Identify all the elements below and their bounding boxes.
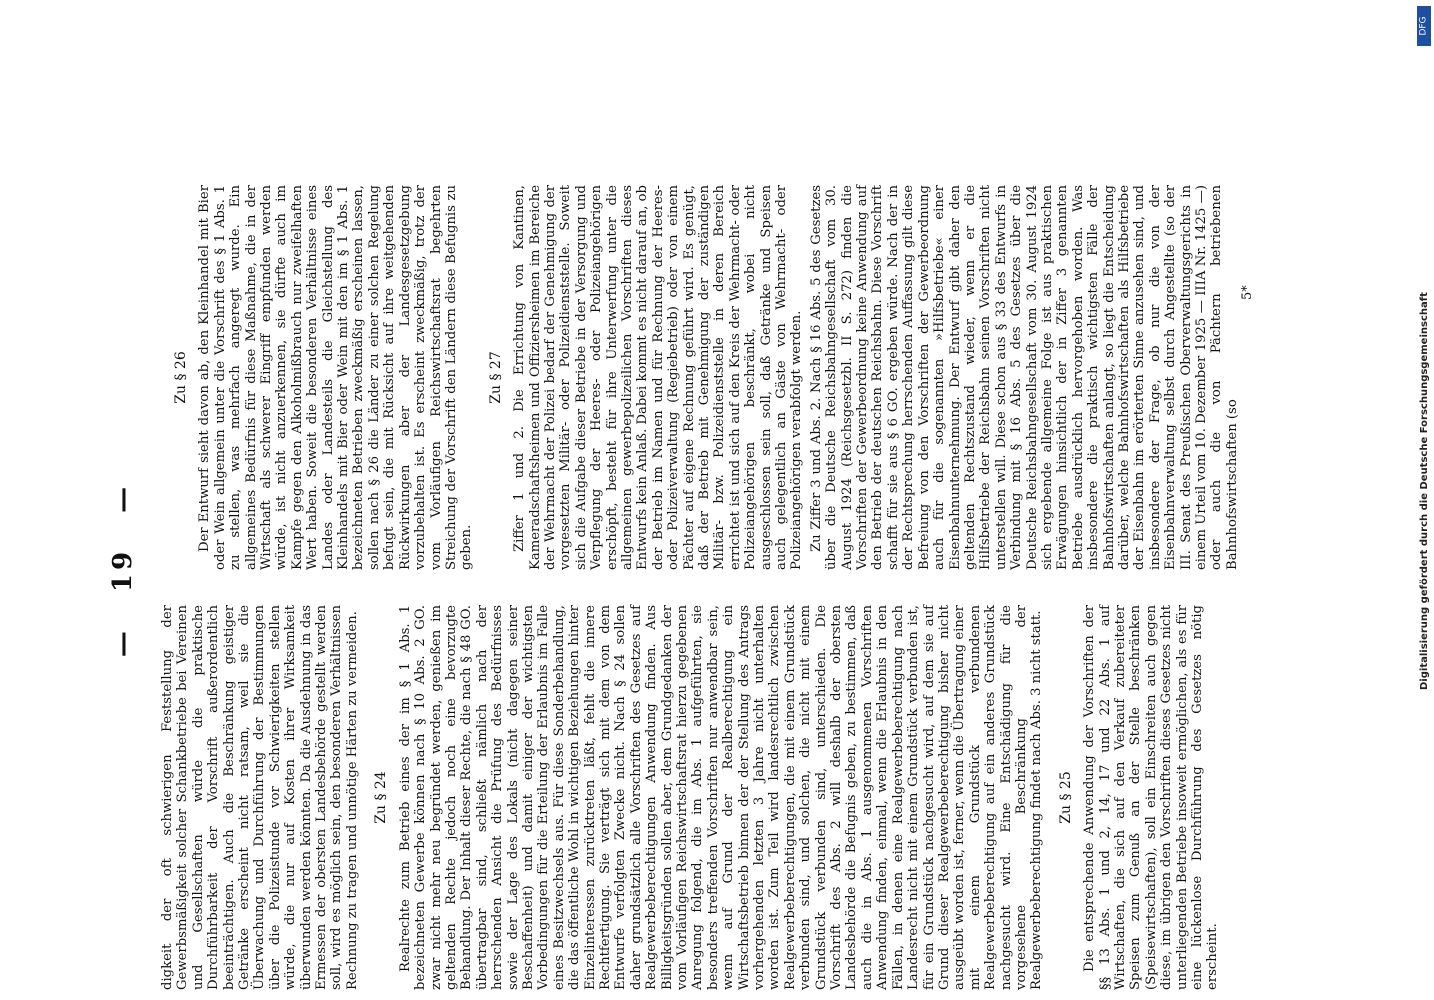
paragraph: Realrechte zum Betrieb eines der im § 1 Abs. 1 bezeichneten Gewerbe können nach § 10 Abs. 2 GO. zwar nicht mehr neu begründet werden, genießen im geltenden Rechte jedoch noch eine bevorzugte Behandlung. Der Inhalt dieser Rechte, die nach § 48 GO. übertragbar sind, schließt nämlich nach der herrschenden Ansicht die Prüfung des Bedürfnisses sowie der Lage des Lokals (nicht dagegen seiner Beschaffenheit) und damit einiger der wichtigsten Vorbedingungen für die Erteilung der Erlaubnis im Falle eines Besitzwechsels aus. Für diese Sonderbehandlung, die das öffentliche Wohl in wichtigen Beziehungen hinter Einzelinteressen zurücktreten läßt, fehlt die innere Rechtfertigung. Sie verträgt sich mit dem von dem Entwurfe verfolgten Zwecke nicht. Nach § 24 sollen daher grundsätzlich alle Vorschriften des Gesetzes auf Realgewerbeberechtigungen Anwendung finden. Aus Billigkeitsgründen sollen aber, dem Grundgedanken der vom Vorläufigen Reichswirtschaftsrat hierzu gegebenen Anregung folgend, die im Abs. 1 aufgeführten, sie besonders treffenden Vorschriften nur anwendbar sein, wenn auf Grund der Realberechtigung ein Wirtschaftsbetrieb binnen der der Stellung des Antrags vorhergehenden letzten 3 Jahre nicht unterhalten worden ist. Zum Teil wird landesrechtlich zwischen Realgewerbeberechtigungen, die mit einem Grundstück verbunden sind, und solchen, die nicht mit einem Grundstück verbunden sind, unterschieden. Die Vorschrift des Abs. 2 will deshalb der obersten Landesbehörde die Befugnis geben, zu bestimmen, daß auch die in Abs. 1 ausgenommenen Vorschriften Anwendung finden, einmal, wenn die Erlaubnis in den Fällen, in denen eine Realgewerbeberechtigung nach Landesrecht nicht mit einem Grundstück verbunden ist, für ein Grundstück nachgesucht wird, auf dem sie auf Grund dieser Realgewerbeberechtigung bisher nicht ausgeübt worden ist, ferner, wenn die Übertragung einer mit einem Grundstück verbundenen Realgewerbeberechtigung auf ein anderes Grundstück nachgesucht wird. Eine Entschädigung für die vorgesehene Beschränkung der Realgewerbeberechtigung findet nach Abs. 3 nicht statt.	[397, 605, 1045, 990]
paragraph: digkeit der oft schwierigen Feststellung der Gewerbsmäßigkeit solcher Schankbetriebe bei Vereinen und Gesellschaften würde die praktische Durchführbarkeit der Vorschrift außerordentlich beeinträchtigen. Auch die Beschränkung geistiger Getränke erscheint nicht ratsam, weil sie die Überwachung und Durchführung der Bestimmungen über die Polizeistunde vor Schwierigkeiten stellen würde, die nur auf Kosten ihrer Wirksamkeit überwunden werden könnten. Da die Ausdehnung in das Ermessen der obersten Landesbehörde gestellt werden soll, wird es möglich sein, den besonderen Verhältnissen Rechnung zu tragen und unnötige Härten zu vermeiden.	[160, 605, 360, 990]
paragraph: Der Entwurf sieht davon ab, den Kleinhandel mit Bier oder Wein allgemein unter die Vorschrift des § 1 Abs. 1 zu stellen, was mehrfach angeregt wurde. Ein allgemeines Bedürfnis für diese Maßnahme, die in der Wirtschaft als schwerer Eingriff empfunden werden würde, ist nicht anzuerkennen, sie dürfte auch im Kampfe gegen den Alkoholmißbrauch nur zweifelhaften Wert haben. Soweit die besonderen Verhältnisse eines Landes oder Landesteils die Gleichstellung des Kleinhandels mit Bier oder Wein mit den im § 1 Abs. 1 bezeichneten Betrieben zweckmäßig erscheinen lassen, sollen nach § 26 die Länder zu einer solchen Regelung befugt sein, die mit Rücksicht auf ihre weitgehenden Rückwirkungen aber der Landesgesetzgebung vorzubehalten ist. Es erscheint zweckmäßig, trotz der vom Vorläufigen Reichswirtschaftsrat begehrten Streichung der Vorschrift den Ländern diese Befugnis zu geben.	[197, 185, 475, 570]
page-number: 19	[108, 547, 138, 593]
left-column	[160, 605, 1225, 990]
header-dash-right: —	[108, 482, 138, 513]
paragraph: Ziffer 1 und 2. Die Errichtung von Kantinen, Kameradschaftsheimen und Offiziersheimen im Bereiche der Wehrmacht der Polizei bedarf der Genehmigung der vorgesetzten Militär- oder Polizeidienststelle. Soweit sich die Aufgabe dieser Betriebe in der Versorgung und Verpflegung der Heeres- oder Polizeiangehörigen erschöpft, besteht für ihre Unterwerfung unter die allgemeinen gewerbepolizeilichen Vorschriften dieses Entwurfs kein Anlaß. Dabei kommt es nicht darauf an, ob der Betrieb im Namen und für Rechnung der Heeres- oder Polizeiverwaltung (Regiebetrieb) oder von einem Pächter auf eigene Rechnung geführt wird. Es genügt, daß der Betrieb mit Genehmigung der zuständigen Militär- bzw. Polizeidienststelle in deren Bereich errichtet ist und sich auf den Kreis der Wehrmacht- oder Polizeiangehörigen beschränkt, wobei nicht ausgeschlossen sein soll, daß Getränke und Speisen auch gelegentlich an Gäste von Wehrmacht- oder Polizeiangehörigen verabfolgt werden.	[512, 185, 805, 570]
right-column	[160, 185, 1244, 570]
dfg-credit-text: Digitalisierung gefördert durch die Deutsche Forschungsgemeinschaft	[1419, 292, 1430, 690]
section-heading: Zu § 24	[373, 771, 390, 824]
signature-mark: 5*	[1240, 285, 1255, 300]
section-heading: Zu § 27	[487, 351, 504, 404]
paragraph: Zu Ziffer 3 und Abs. 2. Nach § 16 Abs. 5 des Gesetzes über die Deutsche Reichsbahngesellschaft vom 30. August 1924 (Reichsgesetzbl. II S. 272) finden die Vorschriften der Gewerbeordnung keine Anwendung auf den Betrieb der deutschen Reichsbahn. Diese Vorschrift schafft für sie aus § 6 GO. ergeben würde. Nach der in der Rechtsprechung herrschenden Auffassung gilt diese Befreiung von den Vorschriften der Gewerbeordnung auch für die sogenannten »Hilfsbetriebe« einer Eisenbahnunternehmung. Der Entwurf gibt daher den geltenden Rechtszustand wieder, wenn er die Hilfsbetriebe der Reichsbahn seinen Vorschriften nicht unterstellen will. Diese schon aus § 33 des Entwurfs in Verbindung mit § 16 Abs. 5 des Gesetzes über die Deutsche Reichsbahngesellschaft vom 30. August 1924 sich ergebende allgemeine Folge ist aus praktischen Erwägungen hinsichtlich der in Ziffer 3 genannten Betriebe ausdrücklich hervorgehoben worden. Was insbesondere die praktisch wichtigsten Fälle der Bahnhofswirtschaften anlangt, so liegt die Entscheidung darüber, welche Bahnhofswirtschaften als Hilfsbetriebe der Eisenbahn im erörterten Sinne anzusehen sind, und insbesondere der Frage, ob nur die von der Eisenbahnverwaltung selbst durch Angestellte (so der III. Senat des Preußischen Oberverwaltungsgerichts in einem Urteil vom 10. Dezember 1925 — IIIA Nr. 1425 —) oder auch die von Pächtern betriebenen Bahnhofswirtschaften (so	[808, 185, 1240, 570]
rotated-document-page	[100, 140, 1300, 1000]
header-dash-left: —	[108, 627, 138, 658]
section-heading: Zu § 26	[173, 351, 189, 404]
section-heading: Zu § 25	[1057, 771, 1074, 824]
dfg-credit-strip	[1416, 0, 1432, 1000]
paragraph: Die entsprechende Anwendung der Vorschriften der §§ 13 Abs. 1 und 2, 14, 17 und 22 Abs. 1 auf Wirtschaften, die sich auf den Verkauf zubereiteter Speisen zum Genuß an der Stelle beschränken (Speisewirtschaften), soll ein Einschreiten auch gegen diese, im übrigen den Vorschriften dieses Gesetzes nicht unterliegenden Betriebe insoweit ermöglichen, als es für eine lückenlose Durchführung des Gesetzes nötig erscheint.	[1082, 605, 1221, 990]
page-header	[108, 140, 138, 1000]
dfg-logo: DFG	[1417, 6, 1431, 46]
